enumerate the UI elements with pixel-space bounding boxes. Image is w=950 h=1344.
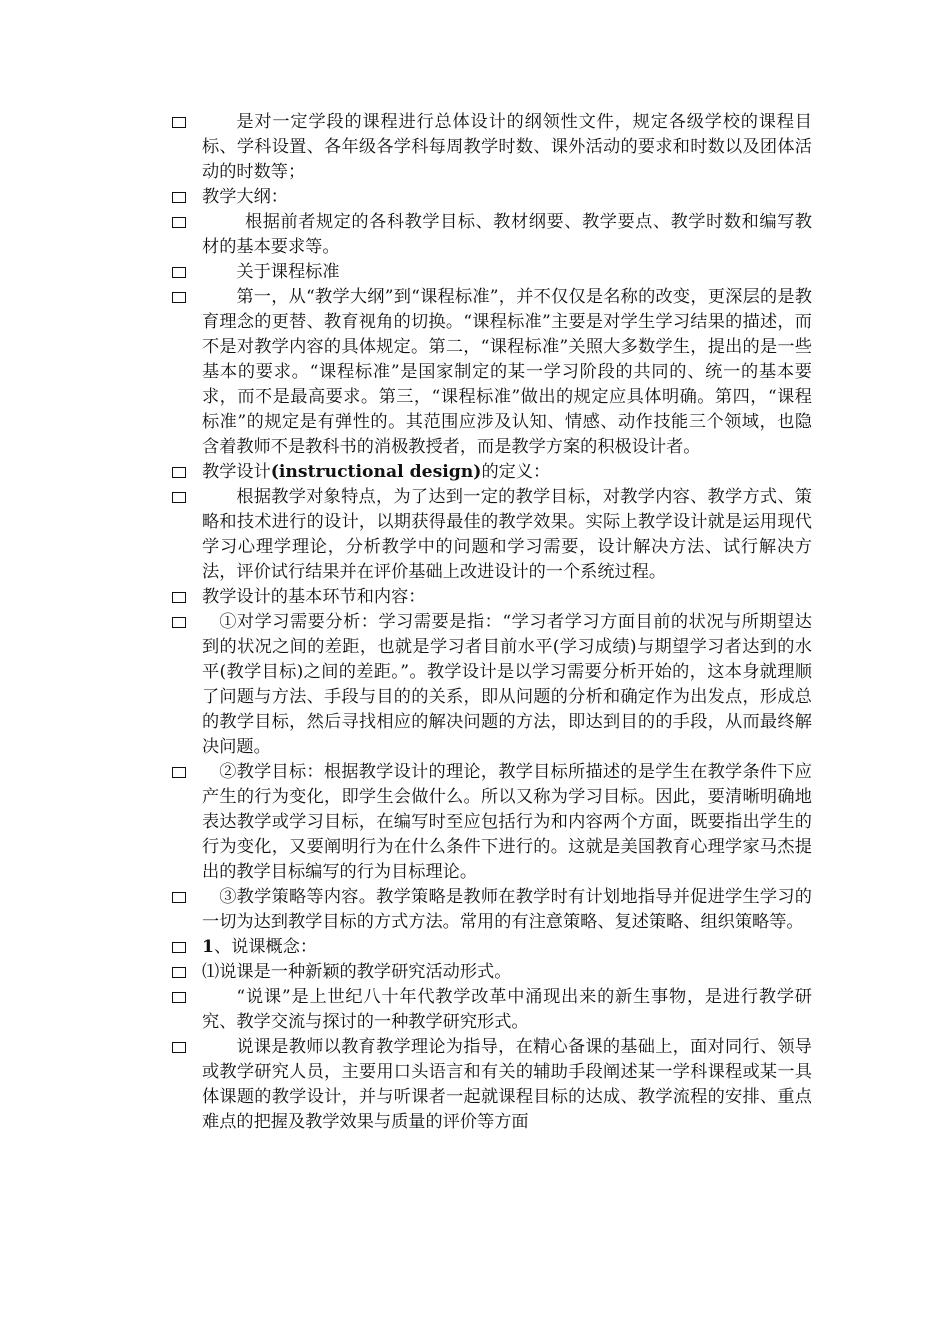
- paragraph-text: 是对一定学段的课程进行总体设计的纲领性文件，规定各级学校的课程目标、学科设置、各年级各学科每周教学时数、课外活动的要求和时数以及团体活动的时数等；: [202, 112, 812, 182]
- list-item: [172, 210, 812, 260]
- square-bullet-icon: [172, 967, 186, 978]
- square-bullet-icon: [172, 592, 186, 603]
- heading-suffix: 的定义：: [481, 462, 551, 482]
- list-item: [172, 285, 812, 460]
- heading-number: 1: [202, 937, 214, 957]
- list-item: [172, 110, 812, 185]
- bullet-list: [172, 110, 812, 1135]
- square-bullet-icon: [172, 892, 186, 903]
- list-item: [172, 760, 812, 885]
- list-item: [172, 985, 812, 1035]
- list-item: [172, 485, 812, 585]
- heading-suffix: 、说课概念：: [213, 937, 318, 957]
- section-heading: [202, 460, 812, 485]
- list-item: [172, 185, 812, 210]
- paragraph-text: 第一，从“教学大纲”到“课程标准”，并不仅仅是名称的改变，更深层的是教育理念的更替、教育视角的切换。“课程标准”主要是对学生学习结果的描述，而不是对教学内容的具体规定。第二，“课程标准”关照大多数学生，提出的是一些基本的要求。“课程标准”是国家制定的某一学习阶段的共同的、统一的基本要求，而不是最高要求。第三，“课程标准”做出的规定应具体明确。第四，“课程标准”的规定是有弹性的。其范围应涉及认知、情感、动作技能三个领域，也隐含着教师不是教科书的消极教授者，而是教学方案的积极设计者。: [202, 287, 812, 457]
- paragraph-text: ①对学习需要分析：学习需要是指：“学习者学习方面目前的状况与所期望达到的状况之间的差距，也就是学习者目前水平(学习成绩)与期望学习者达到的水平(教学目标)之间的差距。”。教学设计是以学习需要分析开始的，这本身就理顺了问题与方法、手段与目的的关系，即从问题的分析和确定作为出发点，形成总的教学目标，然后寻找相应的解决问题的方法，即达到目的的手段，从而最终解决问题。: [202, 612, 812, 757]
- square-bullet-icon: [172, 992, 186, 1003]
- list-item: [172, 960, 812, 985]
- square-bullet-icon: [172, 942, 186, 953]
- square-bullet-icon: [172, 117, 186, 128]
- square-bullet-icon: [172, 617, 186, 628]
- square-bullet-icon: [172, 192, 186, 203]
- square-bullet-icon: [172, 267, 186, 278]
- paragraph-text: “说课”是上世纪八十年代教学改革中涌现出来的新生事物，是进行教学研究、教学交流与探讨的一种教学研究形式。: [202, 987, 812, 1032]
- square-bullet-icon: [172, 292, 186, 303]
- section-heading: 教学设计的基本环节和内容：: [202, 587, 426, 607]
- heading-english-term: (instructional design): [270, 462, 482, 482]
- square-bullet-icon: [172, 1042, 186, 1053]
- list-item: [172, 260, 812, 285]
- list-item: [172, 585, 812, 610]
- paragraph-text: ③教学策略等内容。教学策略是教师在教学时有计划地指导并促进学生学习的一切为达到教学目标的方式方法。常用的有注意策略、复述策略、组织策略等。: [202, 887, 812, 932]
- list-item: [172, 610, 812, 760]
- square-bullet-icon: [172, 217, 186, 228]
- list-item: [172, 460, 812, 485]
- paragraph-text: 根据教学对象特点，为了达到一定的教学目标，对教学内容、教学方式、策略和技术进行的设计，以期获得最佳的教学效果。实际上教学设计就是运用现代学习心理学理论，分析教学中的问题和学习需要，设计解决方法、试行解决方法，评价试行结果并在评价基础上改进设计的一个系统过程。: [202, 487, 812, 582]
- square-bullet-icon: [172, 467, 186, 478]
- section-heading: 关于课程标准: [236, 262, 340, 282]
- list-item: [172, 885, 812, 935]
- paragraph-text: ⑴说课是一种新颖的教学研究活动形式。: [202, 962, 512, 982]
- paragraph-text: 说课是教师以教育教学理论为指导，在精心备课的基础上，面对同行、领导或教学研究人员，主要用口头语言和有关的辅助手段阐述某一学科课程或某一具体课题的教学设计，并与听课者一起就课程目标的达成、教学流程的安排、重点难点的把握及教学效果与质量的评价等方面: [202, 1037, 812, 1132]
- square-bullet-icon: [172, 767, 186, 778]
- heading-prefix: 教学设计: [202, 462, 271, 482]
- square-bullet-icon: [172, 492, 186, 503]
- list-item: [172, 1035, 812, 1135]
- list-item: [172, 935, 812, 960]
- paragraph-text: ②教学目标：根据教学设计的理论，教学目标所描述的是学生在教学条件下应产生的行为变化，即学生会做什么。所以又称为学习目标。因此，要清晰明确地表达教学或学习目标，在编写时至应包括行为和内容两个方面，既要指出学生的行为变化，又要阐明行为在什么条件下进行的。这就是美国教育心理学家马杰提出的教学目标编写的行为目标理论。: [202, 762, 812, 882]
- paragraph-text: 教学大纲：: [202, 187, 288, 207]
- paragraph-text: 根据前者规定的各科教学目标、教材纲要、教学要点、教学时数和编写教材的基本要求等。: [202, 212, 812, 257]
- section-heading: [202, 935, 812, 960]
